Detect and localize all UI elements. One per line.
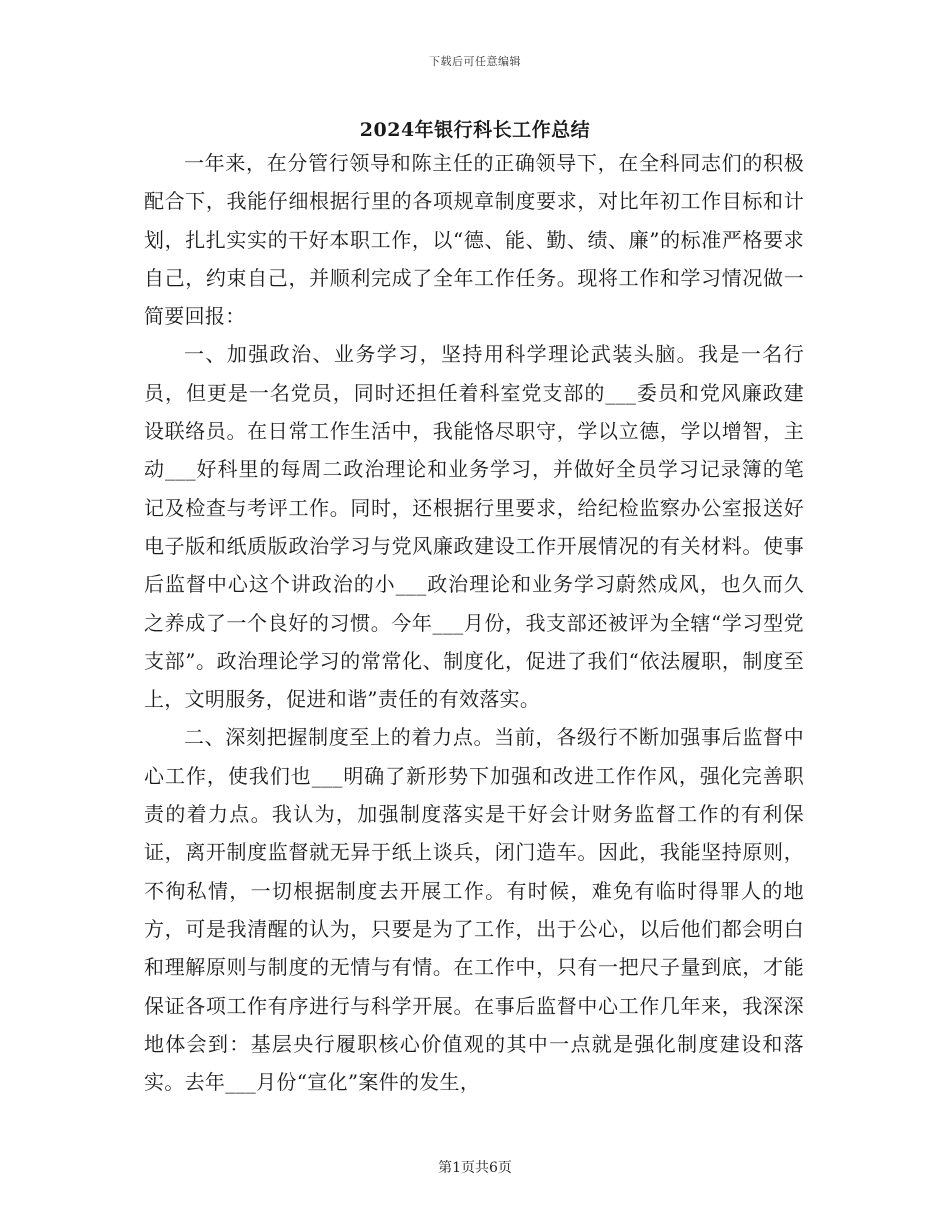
document-body	[144, 144, 804, 1101]
paragraph-section-2: 二、深刻把握制度至上的着力点。当前，各级行不断加强事后监督中心工作，使我们也___明确了新形势下加强和改进工作作风，强化完善职责的着力点。我认为，加强制度落实是干好会计财务监督工作的有利保证，离开制度监督就无异于纸上谈兵，闭门造车。因此，我能坚持原则，不徇私情，一切根据制度去开展工作。有时候，难免有临时得罪人的地方，可是我清醒的认为，只要是为了工作，出于公心，以后他们都会明白和理解原则与制度的无情与有情。在工作中，只有一把尺子量到底，才能保证各项工作有序进行与科学开展。在事后监督中心工作几年来，我深深地体会到：基层央行履职核心价值观的其中一点就是强化制度建设和落实。去年___月份“宣化”案件的发生，	[144, 725, 804, 1095]
paragraph-section-1: 一、加强政治、业务学习，坚持用科学理论武装头脑。我是一名行员，但更是一名党员，同时还担任着科室党支部的___委员和党风廉政建设联络员。在日常工作生活中，我能恪尽职守，学以立德，学以增智，主动___好科里的每周二政治理论和业务学习，并做好全员学习记录簿的笔记及检查与考评工作。同时，还根据行里要求，给纪检监察办公室报送好电子版和纸质版政治学习与党风廉政建设工作开展情况的有关材料。使事后监督中心这个讲政治的小___政治理论和业务学习蔚然成风，也久而久之养成了一个良好的习惯。今年___月份，我支部还被评为全辖“学习型党支部”。政治理论学习的常常化、制度化，促进了我们“依法履职，制度至上，文明服务，促进和谐”责任的有效落实。	[144, 342, 804, 712]
page-number: 第1页共6页	[438, 1160, 512, 1176]
document-title: 2024年银行科长工作总结	[359, 119, 591, 141]
header-note: 下载后可任意编辑	[429, 55, 521, 68]
paragraph-intro: 一年来，在分管行领导和陈主任的正确领导下，在全科同志们的积极配合下，我能仔细根据行里的各项规章制度要求，对比年初工作目标和计划，扎扎实实的干好本职工作，以“德、能、勤、绩、廉”的标准严格要求自己，约束自己，并顺利完成了全年工作任务。现将工作和学习情况做一简要回报：	[144, 151, 804, 329]
